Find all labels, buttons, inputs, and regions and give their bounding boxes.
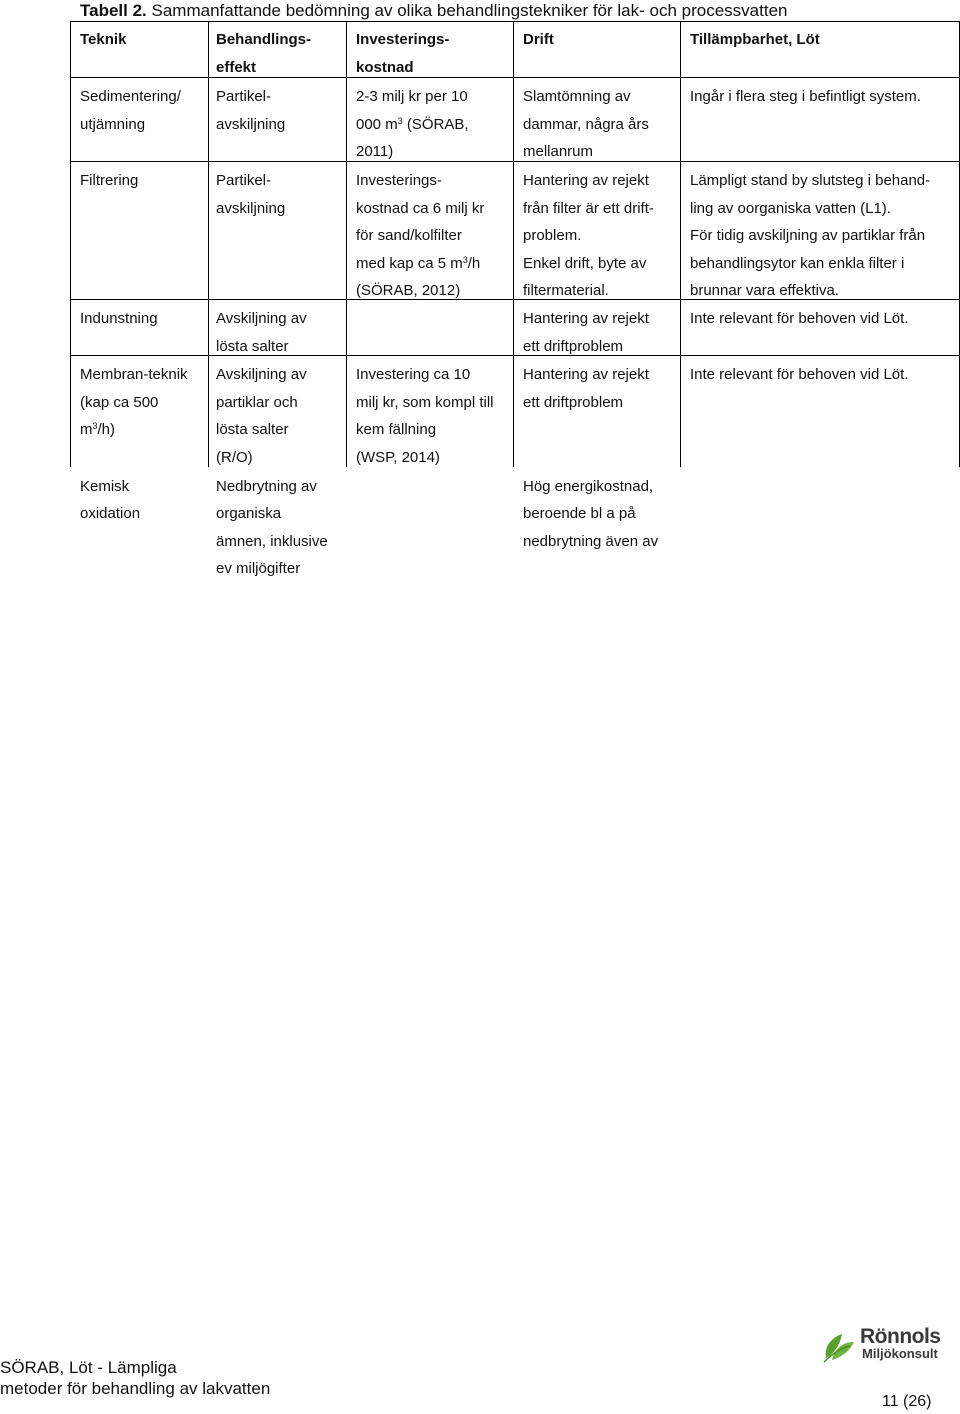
row-sedimentering-drift: Slamtömning av dammar, några års mellanrum — [523, 88, 649, 161]
caption-label: Tabell 2. — [80, 1, 147, 20]
row-indunstning-teknik: Indunstning — [80, 310, 158, 327]
header-investeringskostnad: Investerings- kostnad — [356, 31, 450, 76]
row-kemisk-oxidation-teknik: Kemisk oxidation — [80, 478, 141, 523]
header-drift: Drift — [523, 31, 554, 48]
header-teknik: Teknik — [80, 31, 127, 48]
leaf-icon — [820, 1328, 860, 1364]
row-kemisk-oxidation-effekt: Nedbrytning av organiska ämnen, inklusive ev miljögifter — [216, 478, 328, 578]
row-membran-kostnad: Investering ca 10 milj kr, som kompl till kem fällning (WSP, 2014) — [356, 366, 494, 466]
summary-table — [70, 21, 960, 467]
logo-subtitle: Miljökonsult — [862, 1346, 938, 1361]
col-divider — [346, 21, 347, 467]
col-divider — [70, 21, 71, 467]
row-membran-drift: Hantering av rejekt ett driftproblem — [523, 366, 649, 411]
row-membran-teknik: Membran-teknik (kap ca 500 $m^3/h$) — [80, 366, 188, 439]
row-membran-tillampbarhet: Inte relevant för behoven vid Löt. — [690, 366, 909, 383]
col-divider — [513, 21, 514, 467]
row-indunstning-tillampbarhet: Inte relevant för behoven vid Löt. — [690, 310, 909, 327]
ronnols-logo — [820, 1326, 940, 1364]
header-tillampbarhet: Tillämpbarhet, Löt — [690, 31, 820, 48]
row-sedimentering-effekt: Partikel- avskiljning — [216, 88, 286, 133]
logo-name: Rönnols — [860, 1325, 941, 1348]
col-divider — [208, 21, 209, 467]
row-indunstning-drift: Hantering av rejekt ett driftproblem — [523, 310, 649, 355]
row-sedimentering-teknik: Sedimentering/ utjämning — [80, 88, 181, 133]
header-divider — [70, 77, 960, 78]
caption-text: Sammanfattande bedömning av olika behandlingstekniker för lak- och processvatten — [151, 1, 788, 20]
table-caption — [80, 0, 787, 22]
row-divider — [70, 355, 960, 356]
row-filtrering-tillampbarhet: Lämpligt stand by slutsteg i behand- ling av oorganiska vatten (L1). För tidig avskiljning av partiklar från behandlingsytor kan enkla filter i brunnar vara effektiva. — [690, 172, 931, 300]
header-behandlingseffekt: Behandlings- effekt — [216, 31, 312, 76]
col-divider — [680, 21, 681, 467]
footer-document-title: SÖRAB, Löt - Lämpliga metoder för behandling av lakvatten — [0, 1358, 271, 1398]
row-divider — [70, 161, 960, 162]
row-filtrering-drift: Hantering av rejekt från filter är ett drift- problem. Enkel drift, byte av filtermaterial. — [523, 172, 654, 300]
page-number: 11 (26) — [882, 1393, 932, 1410]
row-sedimentering-kostnad: 2-3 milj kr per 10 000 $m^3$ (SÖRAB, 2011) — [356, 88, 469, 161]
row-kemisk-oxidation-drift: Hög energikostnad, beroende bl a på nedbrytning även av — [523, 478, 659, 550]
table-top-border — [70, 21, 960, 22]
row-filtrering-kostnad: Investerings- kostnad ca 6 milj kr för sand/kolfilter med kap ca 5 $m^3/h$ (SÖRAB, 2012) — [356, 172, 485, 300]
row-filtrering-teknik: Filtrering — [80, 172, 139, 189]
row-membran-effekt: Avskiljning av partiklar och lösta salter (R/O) — [216, 366, 307, 466]
row-indunstning-effekt: Avskiljning av lösta salter — [216, 310, 307, 355]
row-sedimentering-tillampbarhet: Ingår i flera steg i befintligt system. — [690, 88, 921, 105]
row-filtrering-effekt: Partikel- avskiljning — [216, 172, 286, 217]
